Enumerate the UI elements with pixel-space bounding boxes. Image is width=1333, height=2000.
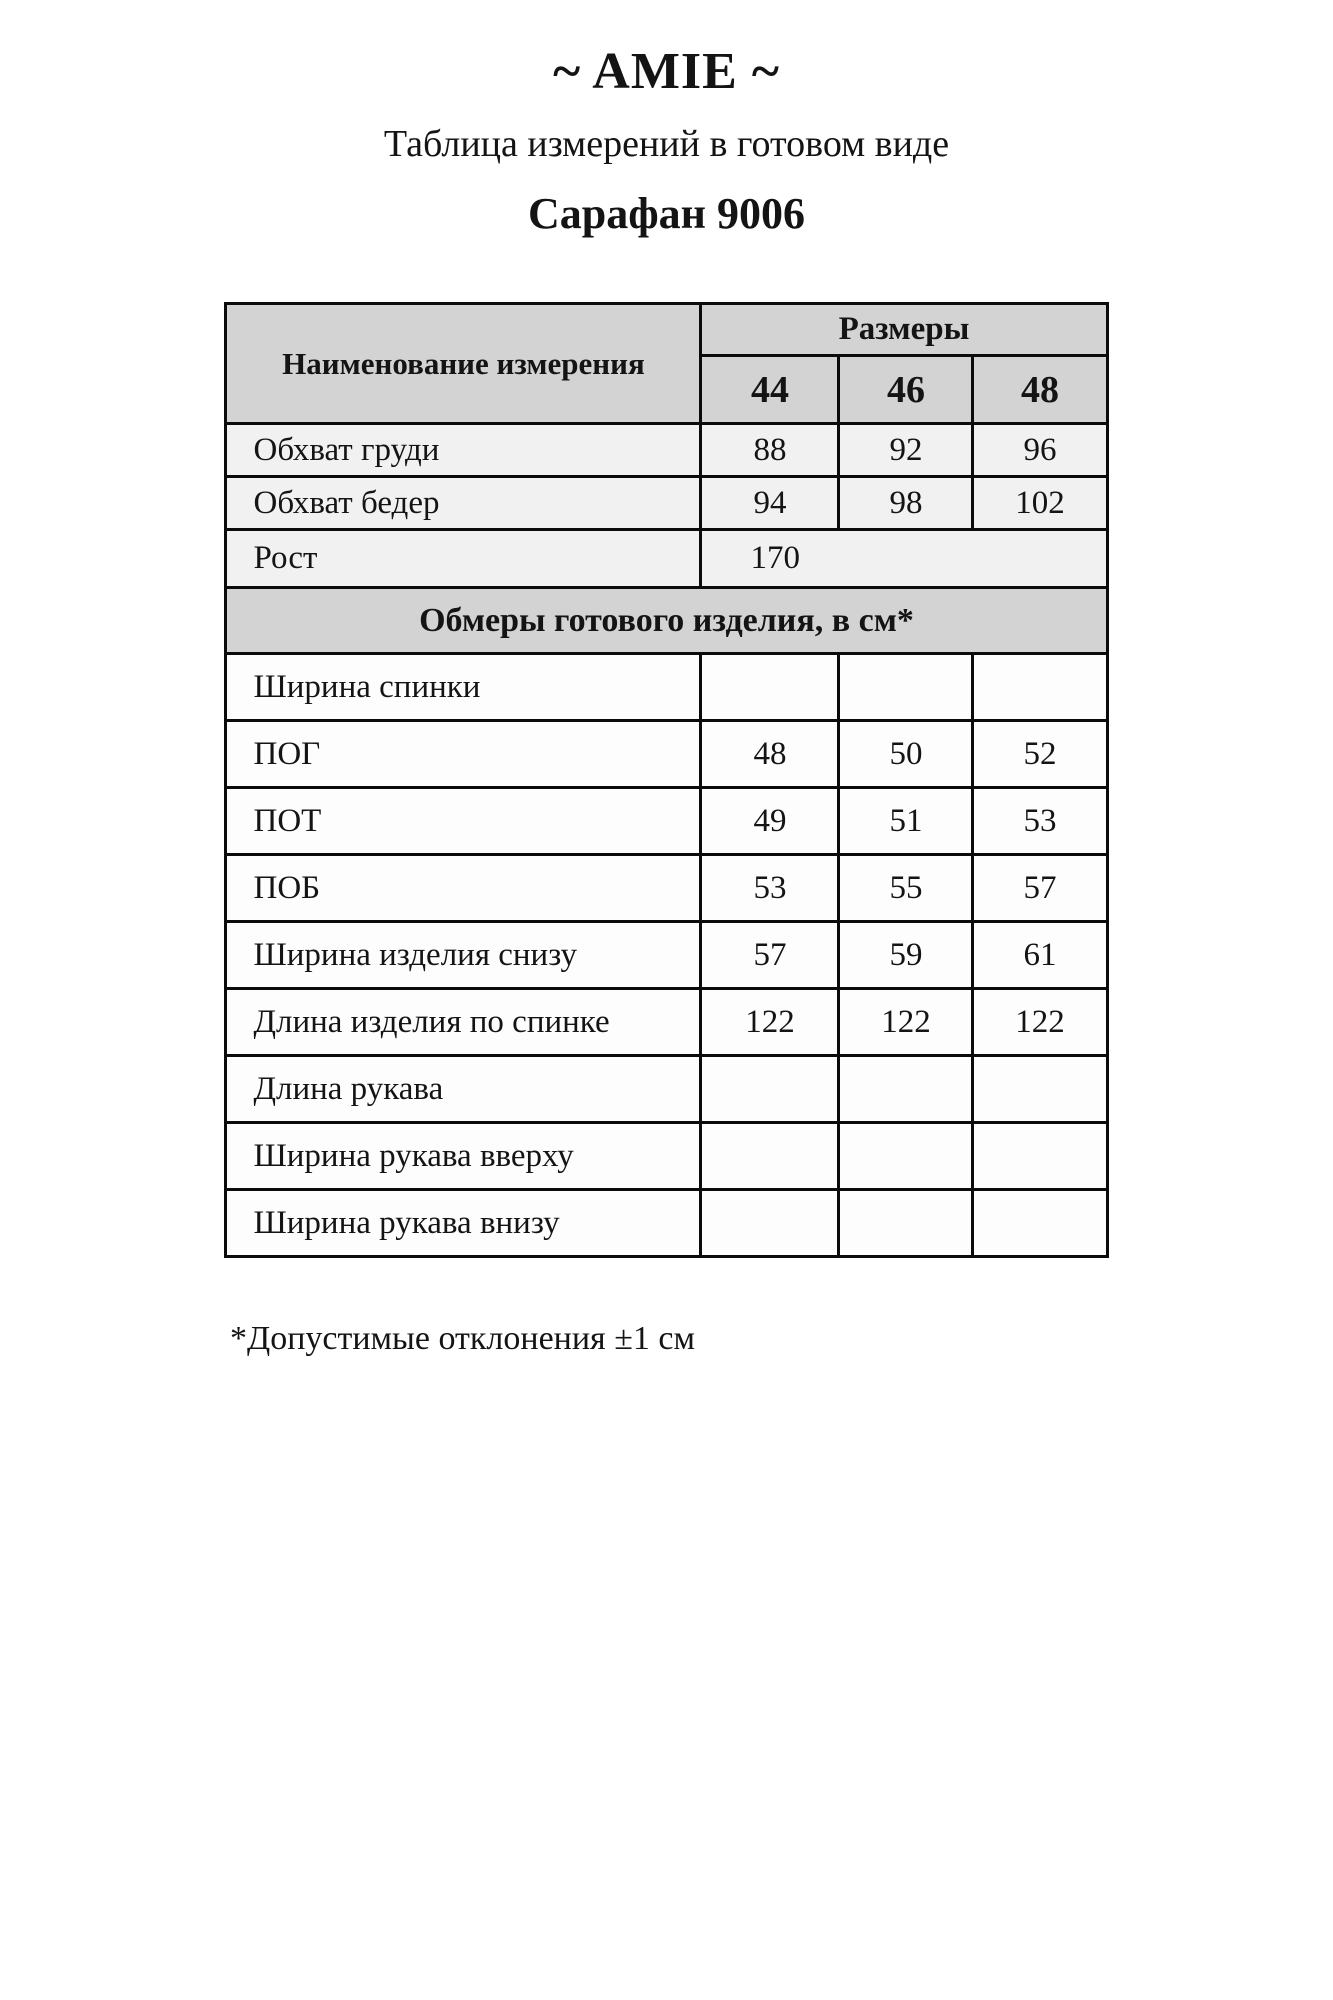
section-header-finished-measurements: Обмеры готового изделия, в см* <box>226 588 1107 654</box>
size-value-cell: 53 <box>701 855 839 922</box>
measurement-label-cell: Длина рукава <box>226 1056 701 1123</box>
size-value-cell: 102 <box>973 477 1107 530</box>
measurement-label-cell: Ширина рукава внизу <box>226 1190 701 1257</box>
table-row-pob <box>226 855 1107 922</box>
table-row-back-length <box>226 989 1107 1056</box>
measurement-label-cell: Обхват груди <box>226 424 701 477</box>
measurement-label-cell: ПОБ <box>226 855 701 922</box>
column-header-size-46: 46 <box>839 356 973 424</box>
size-value-cell: 122 <box>973 989 1107 1056</box>
table-row-chest <box>226 424 1107 477</box>
table-row-height <box>226 530 1107 588</box>
column-header-size-44: 44 <box>701 356 839 424</box>
brand-title: ~ AMIE ~ <box>553 43 780 100</box>
size-value-cell <box>839 654 973 721</box>
table-row-pog <box>226 721 1107 788</box>
size-value-cell: 92 <box>839 424 973 477</box>
table-section-header-row <box>226 588 1107 654</box>
measurement-label-cell: Длина изделия по спинке <box>226 989 701 1056</box>
size-value-cell <box>701 1123 839 1190</box>
size-value-cell <box>973 1190 1107 1257</box>
table-row-back-width <box>226 654 1107 721</box>
size-value-cell: 53 <box>973 788 1107 855</box>
size-value-cell: 61 <box>973 922 1107 989</box>
size-value-cell: 57 <box>973 855 1107 922</box>
size-value-cell: 50 <box>839 721 973 788</box>
table-row-sleeve-width-bottom <box>226 1190 1107 1257</box>
table-row-pot <box>226 788 1107 855</box>
tolerance-footnote: *Допустимые отклонения ±1 см <box>230 1320 695 1358</box>
title-block <box>0 0 1333 238</box>
size-value-cell: 51 <box>839 788 973 855</box>
measurement-label-cell: Обхват бедер <box>226 477 701 530</box>
size-value-cell <box>839 1123 973 1190</box>
table-row-hips <box>226 477 1107 530</box>
column-header-measurement-name: Наименование измерения <box>226 304 701 424</box>
size-value-cell: 94 <box>701 477 839 530</box>
measurement-table <box>224 302 1108 1258</box>
size-value-cell: 98 <box>839 477 973 530</box>
size-value-cell: 88 <box>701 424 839 477</box>
size-value-cell: 57 <box>701 922 839 989</box>
size-value-cell: 122 <box>839 989 973 1056</box>
size-value-cell: 59 <box>839 922 973 989</box>
size-value-cell <box>973 1056 1107 1123</box>
size-value-cell: 96 <box>973 424 1107 477</box>
product-title: Сарафан 9006 <box>527 188 806 238</box>
column-header-size-48: 48 <box>973 356 1107 424</box>
measurement-label-cell: Ширина спинки <box>226 654 701 721</box>
measurement-label-cell: ПОТ <box>226 788 701 855</box>
table-row-bottom-width <box>226 922 1107 989</box>
measurement-label-cell: Ширина рукава вверху <box>226 1123 701 1190</box>
height-value-cell: 170 <box>701 530 1107 588</box>
table-row-sleeve-width-top <box>226 1123 1107 1190</box>
measurement-label-cell: Рост <box>226 530 701 588</box>
size-value-cell <box>701 654 839 721</box>
size-value-cell: 49 <box>701 788 839 855</box>
column-header-sizes-group: Размеры <box>701 304 1107 356</box>
page-subtitle: Таблица измерений в готовом виде <box>383 123 950 165</box>
size-value-cell <box>839 1190 973 1257</box>
size-value-cell: 48 <box>701 721 839 788</box>
measurement-label-cell: Ширина изделия снизу <box>226 922 701 989</box>
size-value-cell <box>973 654 1107 721</box>
table-row-sleeve-length <box>226 1056 1107 1123</box>
size-value-cell <box>701 1056 839 1123</box>
size-value-cell: 122 <box>701 989 839 1056</box>
table-header-row <box>226 304 1107 356</box>
size-value-cell <box>839 1056 973 1123</box>
size-value-cell: 55 <box>839 855 973 922</box>
size-value-cell <box>973 1123 1107 1190</box>
measurement-label-cell: ПОГ <box>226 721 701 788</box>
size-value-cell <box>701 1190 839 1257</box>
size-value-cell: 52 <box>973 721 1107 788</box>
